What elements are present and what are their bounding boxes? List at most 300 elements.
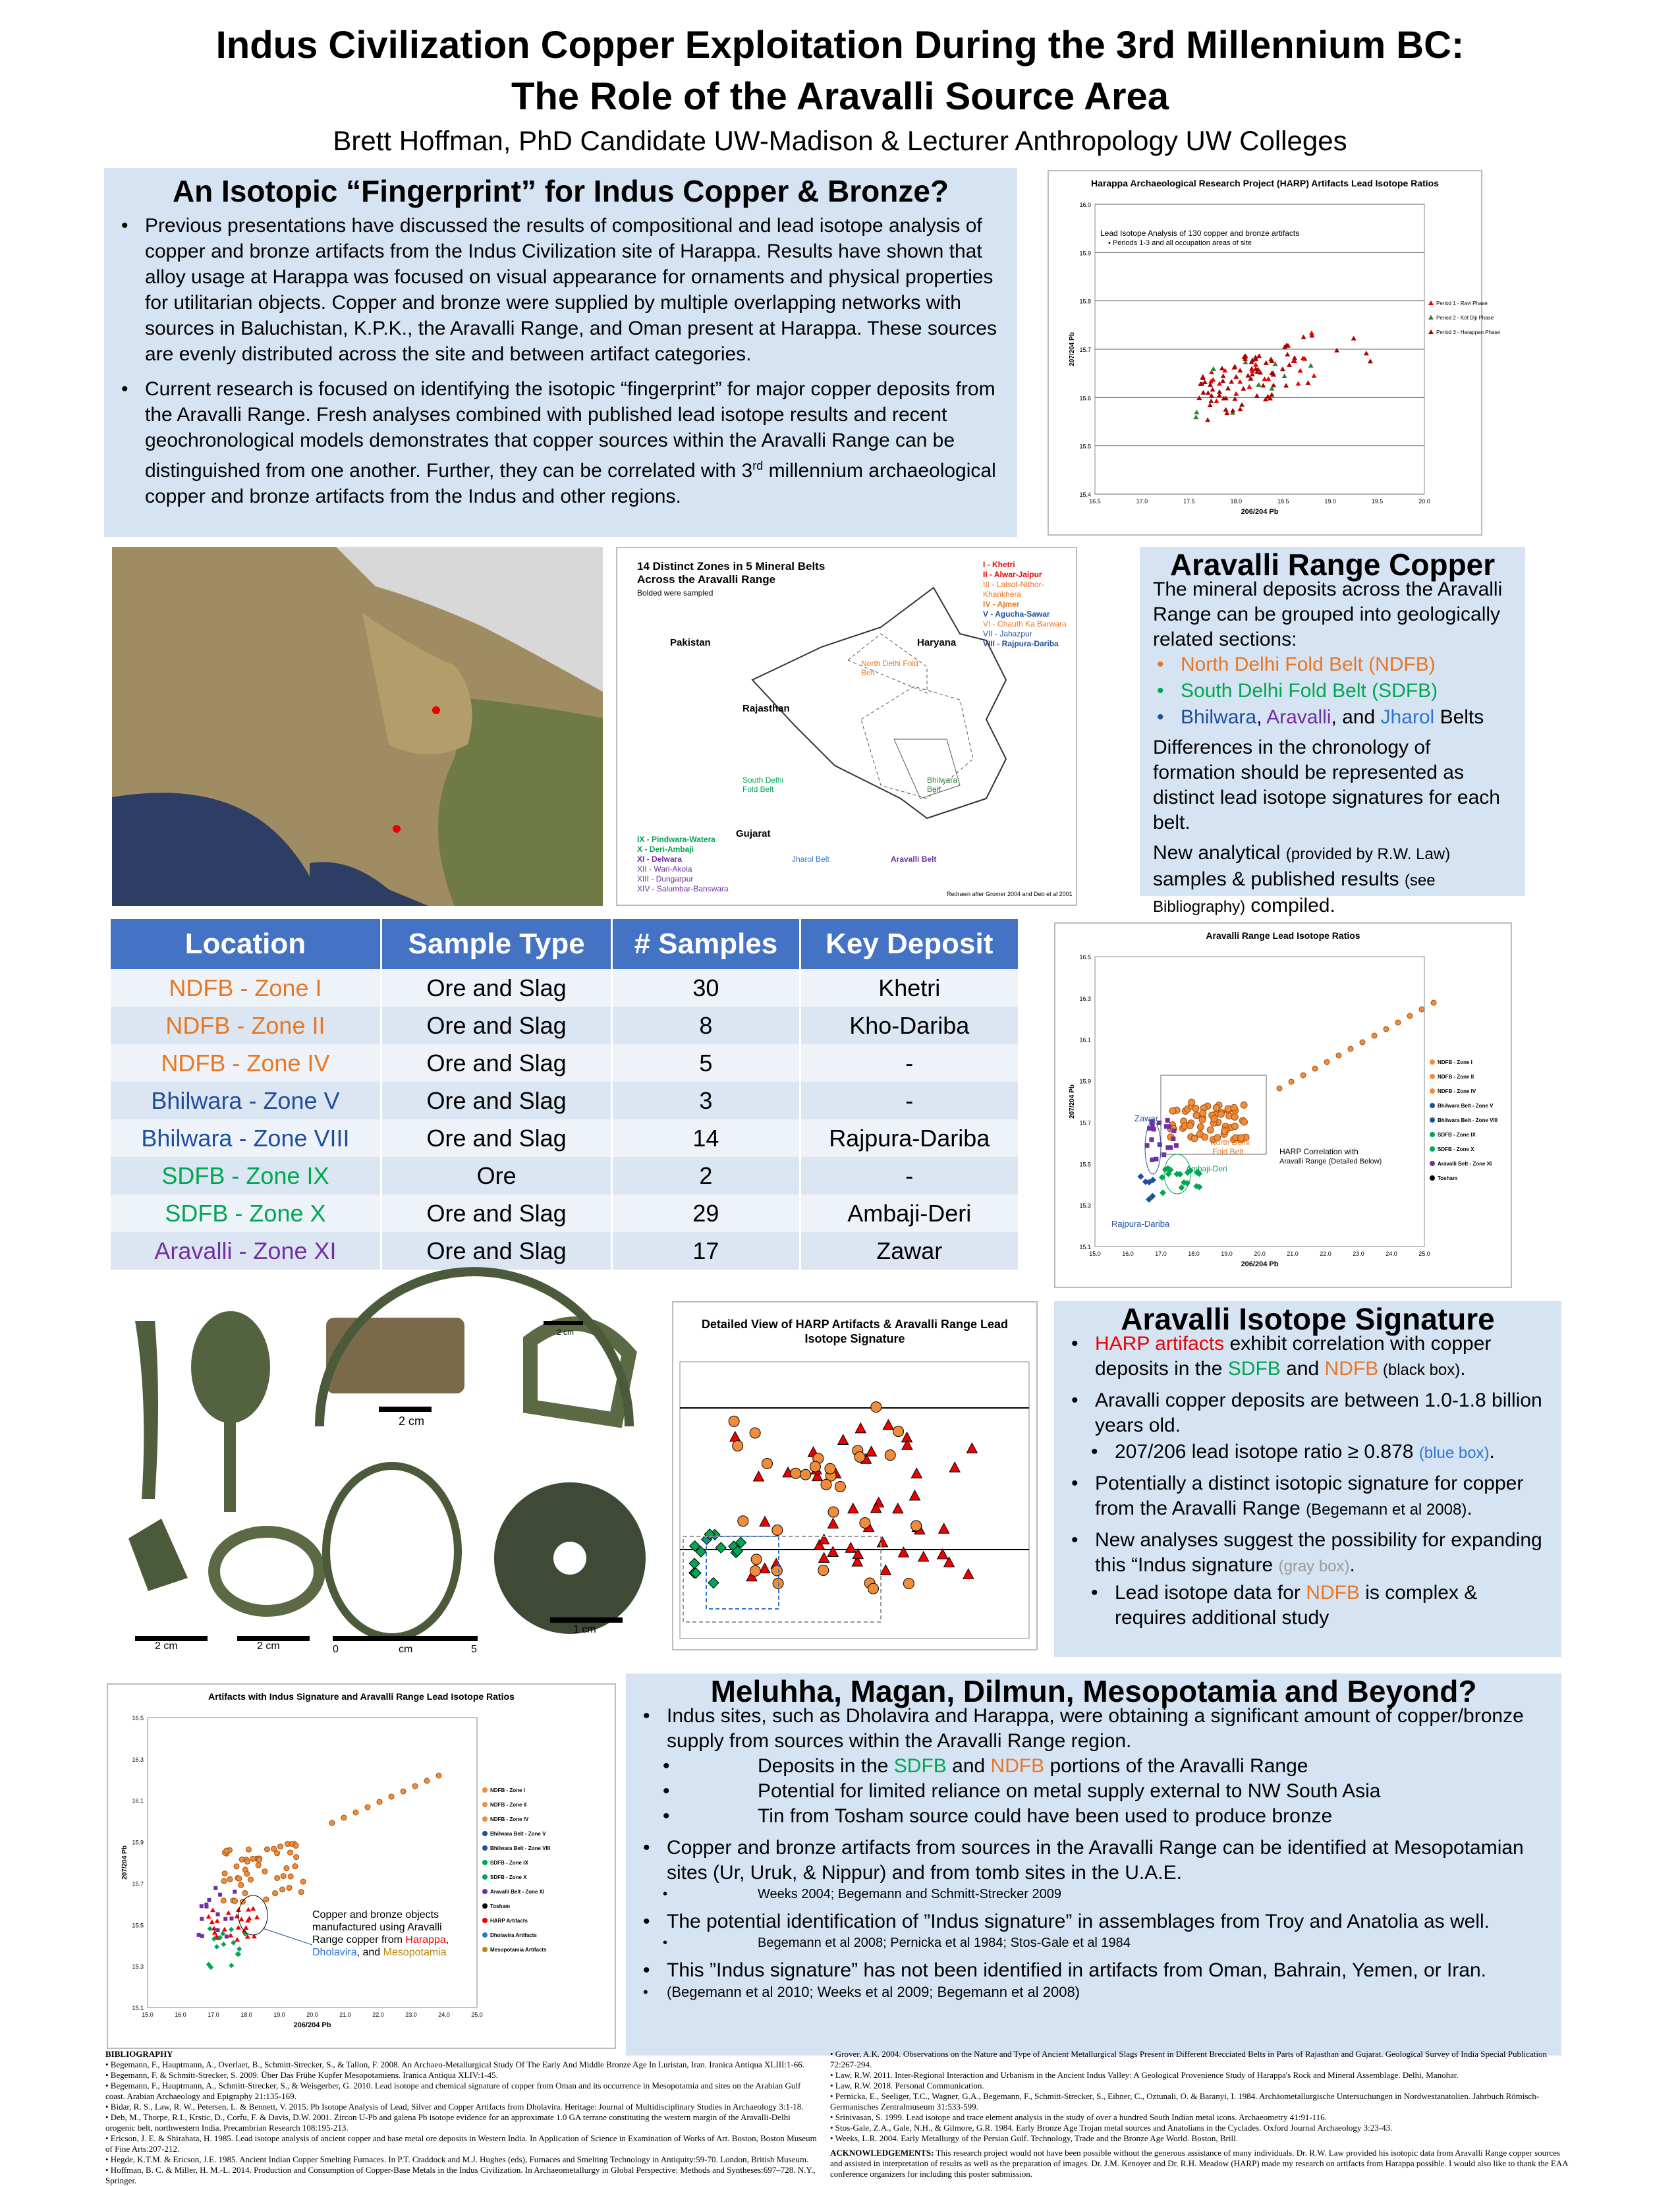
data-point [821,1479,831,1490]
signature-sub-1: • 207/206 lead isotope ratio ≥ 0.878 (blue box). [1067,1440,1548,1466]
data-point [1218,1111,1224,1117]
data-point [1233,391,1239,396]
data-point [221,1898,226,1903]
data-point [246,1847,251,1852]
data-point [878,1537,888,1547]
data-point [1308,363,1314,368]
legend-marker [482,1816,488,1822]
data-point [760,1563,770,1573]
data-point [1171,1129,1176,1133]
data-point [871,1402,882,1413]
x-tick: 19.5 [1371,498,1384,505]
data-point [827,1546,838,1556]
zone-label: VII - Jahazpur [983,629,1032,638]
y-tick: 16.1 [132,1797,144,1805]
satellite-map [112,547,603,906]
legend-marker [482,1831,488,1836]
data-point [237,1946,242,1951]
data-point [214,1944,219,1949]
data-point [730,1432,741,1442]
y-tick: 15.5 [132,1922,144,1929]
table-cell: Ore and Slag [381,1007,611,1044]
meluhha-sub-1: • Deposits in the SDFB and NDFB portions of the Aravalli Range [639,1754,1548,1779]
data-point [1208,403,1213,407]
data-point [838,1434,849,1444]
data-point [226,1911,231,1915]
table-cell: Khetri [800,969,1019,1007]
data-point [238,1882,244,1888]
data-point [1208,399,1214,403]
data-point [1253,362,1258,367]
data-point [208,1926,213,1931]
table-cell: Ambaji-Deri [800,1194,1019,1232]
data-point [235,1937,240,1942]
table-cell: Ore and Slag [381,1082,611,1119]
legend-marker [482,1889,488,1894]
data-point [1194,410,1199,414]
bib-entry: • Pernicka, E., Seeliger, T.C., Wagner, G.A., Begemann, F., Schmitt-Strecker, S., Eibner, C., Oztunali, O. & Baranyi, I. 1984. Archäometallurgische Untersuchungen in Nordwestanatolien. Jahrbuch Römisch-Germanisches Zentralmuseum 31:533-599. [830,2091,1540,2112]
legend-label: NDFB - Zone IV [1438,1088,1476,1094]
author-line: Brett Hoffman, PhD Candidate UW-Madison & Lecturer Anthropology UW Colleges [333,125,1347,156]
x-tick: 22.0 [372,2011,384,2018]
data-point [227,1876,233,1882]
data-point [1174,1143,1179,1148]
table-cell: Rajpura-Dariba [800,1119,1019,1157]
x-tick: 16.0 [175,2011,186,2018]
data-point [1256,353,1262,358]
y-tick: 15.7 [132,1880,144,1888]
data-point [1232,397,1237,401]
data-point [760,1517,770,1527]
data-point [221,1878,227,1884]
title-line-2: The Role of the Aravalli Source Area [511,75,1169,118]
x-axis-label: 206/204 Pb [293,2021,331,2029]
table-cell: 14 [612,1119,800,1157]
data-point [298,1890,304,1895]
legend-marker [1428,300,1434,305]
data-point [200,1917,204,1921]
data-point [1206,390,1211,395]
data-point [939,1523,949,1533]
bibliography-left: BIBLIOGRAPHY • Begemann, F., Hauptmann, A., Overlaet, B., Schmitt-Strecker, S., & Tallon, F. 2008. An Archaeo-Metallurgical Study Of The Early And Middle Bronze Age In Luristan, Iran. Iranica Antiqua XLIII:1-66. • Begemann, F. & Schmitt-Strecker, S. 2009. Über Das Frühe Kupfer Mesopotamiens. Iranica Antiqua XLIV:1-45. • Begemann, F., Hauptmann, A., Schmitt-Strecker, S., & Weisgerber, G. 2010. Lead isotope and chemical signature of copper from Oman and its occurrence in Mesopotamia and sites on the Arabian Gulf coast. Arabian Archaeology and Epigraphy 21:135-169. • Bidar, R. S., Law, R. W., Petersen, L. & Bennett, V. 2015. Pb Isotope Analysis of Lead, Silver and Copper Artifacts from Dholavira. Heritage: Journal of Multidisciplinary Studies in Archaeology 3:1-18. • Deb, M., Thorpe, R.I., Krstic, D., Corfu, F. & Davis, D.W. 2001. Zircon U-Pb and galena Pb isotope evidence for an approximate 1.0 GA terrane constituting the western margin of the Aravalli-Delhi orogenic belt, northwestern India. Precambrian Research 108:195-213. • Ericson, J. E. & Shirahata, H. 1985. Lead isotope analysis of ancient copper and base metal ore deposits in Western India. In Application of Science in Examination of Works of Art. Boston, Boston Museum of Fine Arts:207-212. • Hegde, K.T.M. & Ericson, J.E. 1985. Ancient Indian Copper Smelting Furnaces. In P.T. Craddock and M.J. Hughes (eds), Furnaces and Smelting Technology in Antiquity:59-70. London, British Museum. • Hoffman, B. C. & Miller, H. M.-L. 2014. Production and Consumption of Copper-Base Metals in the Indus Civilization. In Archaeometallurgy in Global Perspective: Methods and Syntheses:697–728. N.Y., Springer. [105,2049,817,2185]
data-point [753,1471,764,1481]
y-tick: 15.1 [1079,1244,1091,1250]
bib-entry: • Grover, A.K. 2004. Observations on the Nature and Type of Ancient Metallurgical Slags Present in Different Brecciated Belts in Parts of Rajasthan and Gujarat. Geological Survey of India Special Publication 72:267-294. [830,2049,1547,2069]
legend-label: Period 3 - Harappan Phase [1436,329,1500,335]
bib-entry: • Deb, M., Thorpe, R.I., Krstic, D., Corfu, F. & Davis, D.W. 2001. Zircon U-Pb and galena Pb isotope evidence for an approximate 1.0 GA terrane constituting the western margin of the Aravalli-Delhi orogenic belt, northwestern India. Precambrian Research 108:195-213. [105,2112,791,2133]
data-point [1233,374,1239,379]
table-row [111,1232,1019,1270]
data-point [1295,381,1301,385]
bib-entry: • Ericson, J. E. & Shirahata, H. 1985. Lead isotope analysis of ancient copper and base metal ore deposits in Western India. In Application of Science in Examination of Works of Art. Boston, Boston Museum of Fine Arts:207-212. [105,2133,817,2154]
data-point [1221,374,1226,378]
data-point [1360,1040,1365,1045]
data-point [771,1565,782,1576]
data-point [1167,1145,1172,1150]
detail-chart-plot [673,1355,1036,1645]
data-point [239,1857,244,1862]
data-point [300,1879,306,1884]
table-row [111,1157,1019,1194]
y-tick: 15.8 [1079,298,1091,305]
data-point [1167,1125,1171,1129]
data-point [1351,336,1357,341]
data-point [1266,376,1271,381]
data-point [1334,348,1339,352]
table-cell: NDFB - Zone II [111,1007,381,1044]
bibliography-right: • Grover, A.K. 2004. Observations on the Nature and Type of Ancient Metallurgical Slags Present in Different Brecciated Belts in Parts of Rajasthan and Gujarat. Geological Survey of India Special Publication 72:267-294. • Law, R.W. 2011. Inter-Regional Interaction and Urbanism in the Ancient Indus Valley: A Geological Provenience Study of Harappa's Rock and Mineral Assemblage. Delhi, Manohar. • Law, R.W. 2018. Personal Communication. • Pernicka, E., Seeliger, T.C., Wagner, G.A., Begemann, F., Schmitt-Strecker, S., Eibner, C., Oztunali, O. & Baranyi, I. 1984. Archäometallurgische Untersuchungen in Nordwestanatolien. Jahrbuch Römisch-Germanisches Zentralmuseum 31:533-599. • Srinivasan, S. 1999. Lead isotope and trace element analysis in the study of over a hundred South Indian metal icons. Archaeometry 41:91-116. • Stos-Gale, Z.A., Gale, N.H., & Gilmore, G.R. 1984. Early Bronze Age Trojan metal sources and Anatolians in the Cyclades. Oxford Journal Archaeology 3:23-43. • Weeks, L.R. 2004. Early Metallurgy of the Persian Gulf. Technology, Trade and the Bronze Age World. Boston, Brill. ACKNOWLEDGEMENTS: This research project would not have been possible without the generous assistance of many individuals. Dr. R.W. Law provided his isotopic data from Aravalli Range copper sources and assisted in interpretation of results as well as the preparation of images. Dr. J.M. Kenoyer and Dr. R.H. Meadow (HARP) made my research on artifacts from Harappa possible. I would also like to thank the EAA conference organizers for including this poster submission. [830,2049,1575,2171]
y-tick: 15.5 [1079,1161,1091,1168]
table-cell: Kho-Dariba [800,1007,1019,1044]
meluhha-bullet-1: • Indus sites, such as Dholavira and Harappa, were obtaining a significant amount of copper/bronze supply from sources within the Aravalli Range region. [639,1704,1548,1754]
zone-label: IX - Pindwara-Watera [637,835,715,844]
meluhha-sub-3: • Tin from Tosham source could have been used to produce bronze [639,1804,1548,1829]
zone-label: X - Deri-Ambaji [637,845,694,854]
x-tick: 18.0 [1230,498,1243,505]
x-tick: 15.0 [142,2011,154,2018]
data-point [898,1547,909,1557]
x-tick: 24.0 [438,2011,450,2018]
table-row [111,1082,1019,1119]
table-cell: Ore and Slag [381,1194,611,1232]
data-point [1192,1105,1199,1111]
legend-label: Bhilwara Belt - Zone V [1438,1103,1494,1109]
data-point [436,1773,441,1778]
table-header: # Samples [612,919,800,969]
data-point [883,1420,893,1430]
harp-note: • Periods 1-3 and all occupation areas of site [1108,239,1252,247]
data-point [287,1885,292,1890]
table-cell: 29 [612,1194,800,1232]
isotopic-panel [104,168,1017,537]
data-point [818,1565,829,1575]
table-cell: Ore and Slag [381,1044,611,1082]
data-point [1292,355,1297,360]
meluhha-ref-3: • Begemann et al 2008; Pernicka et al 1984; Stos-Gale et al 1984 [639,1934,1548,1951]
indus-chart-title: Artifacts with Indus Signature and Aravalli Range Lead Isotope Ratios [208,1691,515,1702]
data-point [1191,1135,1198,1142]
signature-bullet-4: • New analyses suggest the possibility for expanding this “Indus signature (gray box). [1067,1528,1548,1579]
table-cell: Ore and Slag [381,1232,611,1270]
data-point [1282,374,1287,378]
data-point [1241,386,1246,391]
data-point [828,1507,839,1517]
meluhha-ref-2: • Weeks 2004; Begemann and Schmitt-Strecker 2009 [639,1886,1548,1903]
data-point [213,1886,217,1890]
data-point [1189,1099,1195,1106]
data-point [1237,406,1243,411]
table-row [111,1119,1019,1157]
bib-entry: • Hegde, K.T.M. & Ericson, J.E. 1985. Ancient Indian Copper Smelting Furnaces. In P.T. Craddock and M.J. Hughes (eds), Furnaces and Smelting Technology in Antiquity:59-70. London, British Museum. [105,2154,809,2164]
bib-entry: • Law, R.W. 2018. Personal Communication. [830,2081,984,2090]
copper-sdfb: • South Delhi Fold Belt (SDFB) [1153,679,1512,704]
x-tick: 17.0 [1155,1250,1167,1257]
x-tick: 18.5 [1277,498,1289,505]
x-tick: 17.5 [1183,498,1195,505]
data-point [938,1549,948,1559]
data-point [229,1927,234,1932]
legend-label: Bhilwara Belt - Zone VIII [1438,1117,1498,1123]
legend-label: Dholavira Artifacts [490,1932,537,1938]
data-point [1220,378,1225,383]
table-header: Sample Type [381,919,611,969]
data-point [835,1481,845,1492]
y-tick: 16.5 [132,1715,144,1722]
x-tick: 18.0 [1188,1250,1200,1257]
data-point [250,1856,256,1861]
data-point [866,1446,877,1456]
x-tick: 16.0 [1122,1250,1134,1257]
data-point [1241,1119,1248,1125]
data-point [206,1914,211,1919]
data-point [903,1579,914,1589]
data-point [293,1864,298,1869]
data-point [248,1877,253,1882]
data-point [1309,331,1314,335]
table-cell: Ore [381,1157,611,1194]
data-point [238,1917,244,1921]
table-row [111,1044,1019,1082]
legend-marker [482,1860,488,1865]
data-point [1419,1007,1424,1012]
data-point [819,1553,829,1563]
bib-entry: • Begemann, F., Hauptmann, A., Overlaet, B., Schmitt-Strecker, S., & Tallon, F. 2008. An Archaeo-Metallurgical Study Of The Early And Middle Bronze Age In Luristan, Iran. Iranica Antiqua XLIII:1-66. [105,2060,805,2069]
data-point [224,1848,229,1853]
bib-entry: • Hoffman, B. C. & Miller, H. M.-L. 2014. Production and Consumption of Copper-Base Metals in the Indus Civilization. In Archaeometallurgy in Global Perspective: Methods and Syntheses:697–728. N.Y., Springer. [105,2165,816,2185]
aravalli-chart-title: Aravalli Range Lead Isotope Ratios [1206,930,1360,941]
data-point [738,1516,748,1527]
data-point [1199,1117,1206,1123]
data-point [216,1913,220,1917]
data-point [885,1450,895,1461]
data-point [1197,1123,1204,1130]
data-point [1162,1152,1166,1157]
meluhha-bullet-2: • Copper and bronze artifacts from sources in the Aravalli Range can be identified at Mesopotamian sites (Ur, Uruk, & Nippur) and from tomb sites in the U.A.E. [639,1836,1548,1886]
y-tick: 16.3 [132,1756,144,1763]
data-point [827,1519,838,1528]
x-tick: 21.0 [1287,1250,1299,1257]
data-point [197,1933,201,1937]
data-point [233,1890,237,1893]
data-point [1205,418,1210,422]
zone-label: VIII - Rajpura-Dariba [983,639,1059,648]
data-point [1254,393,1260,398]
legend-label: NDFB - Zone II [490,1802,527,1808]
data-point [256,1863,261,1868]
data-point [1214,399,1219,403]
data-point [848,1503,858,1513]
indus-chart [107,1683,616,2049]
copper-chronology: Differences in the chronology of formation should be represented as distinct lead isotope signatures for each belt. [1153,737,1500,833]
data-point [1160,1189,1166,1196]
table-cell: 8 [612,1007,800,1044]
bib-entry: • Begemann, F. & Schmitt-Strecker, S. 2009. Über Das Frühe Kupfer Mesopotamiens. Iranica Antiqua XLIV:1-45. [105,2070,498,2080]
signature-bullet-3: • Potentially a distinct isotopic signature for copper from the Aravalli Range (Begemann et al 2008). [1067,1471,1548,1523]
harp-ellipse [238,1895,267,1935]
data-point [1312,1066,1318,1071]
aravalli-chart [1054,922,1512,1288]
data-point [1211,366,1216,371]
bib-entry: • Law, R.W. 2011. Inter-Regional Interaction and Urbanism in the Ancient Indus Valley: A Geological Provenience Study of Harappa's Rock and Mineral Assemblage. Delhi, Manohar. [830,2070,1459,2080]
data-point [1384,1026,1389,1032]
ann-ambaji: Ambaji-Deri [1186,1164,1227,1173]
legend-label: Mesopotamia Artifacts [490,1947,547,1953]
signature-bullet-1: • HARP artifacts exhibit correlation with copper deposits in the SDFB and NDFB (black box). [1067,1331,1548,1383]
table-cell: SDFB - Zone X [111,1194,381,1232]
table-cell: 17 [612,1232,800,1270]
table-row [111,1194,1019,1232]
legend-label: Tosham [1438,1175,1458,1181]
data-point [204,1903,208,1907]
data-point [207,1898,211,1902]
data-point [389,1794,394,1799]
table-cell: NDFB - Zone IV [111,1044,381,1082]
data-point [1368,358,1373,363]
zones-outline [617,548,1078,907]
data-point [1169,1107,1176,1114]
data-point [242,1890,248,1895]
zone-label: II - Alwar-Jaipur [983,570,1042,579]
data-point [353,1810,358,1815]
legend-marker [482,1903,488,1909]
data-point [228,1933,233,1938]
annotation-arrow [263,1928,312,1945]
data-point [1245,373,1250,378]
data-point [210,1907,215,1912]
legend-marker [1430,1103,1435,1108]
data-point [256,1857,262,1863]
x-tick: 19.0 [1324,498,1336,505]
data-point [1149,1137,1154,1142]
x-tick: 25.0 [471,2011,483,2018]
data-point [329,1820,335,1826]
data-point [1237,379,1243,383]
legend-label: SDFB - Zone IX [490,1860,528,1866]
signature-panel [1054,1301,1561,1657]
data-point [918,1552,929,1561]
detail-chart [672,1301,1038,1650]
zone-label: IV - Ajmer [983,600,1020,609]
y-tick: 15.7 [1079,347,1091,353]
ann-rajpura: Rajpura-Dariba [1111,1219,1170,1229]
table-row [111,969,1019,1007]
legend-marker [1430,1175,1435,1181]
x-tick: 21.0 [339,2011,351,2018]
copper-belts: • Bhilwara, Aravalli, and Jharol Belts [1153,705,1512,730]
copper-heading: Aravalli Range Copper [1169,547,1496,582]
data-point [222,1871,227,1876]
legend-marker [482,1787,488,1793]
title-line-1: Indus Civilization Copper Exploitation During the 3rd Millennium BC: [215,24,1465,67]
data-point [230,1917,234,1920]
x-tick: 25.0 [1418,1250,1430,1257]
legend-label: NDFB - Zone IV [490,1816,529,1822]
zone-label: V - Agucha-Sawar [983,609,1050,619]
table-cell: NDFB - Zone I [111,969,381,1007]
data-point [210,1919,215,1924]
data-point [1200,390,1206,395]
data-point [911,1468,922,1478]
data-point [1395,1020,1401,1025]
legend-marker [482,1918,488,1923]
legend-label: NDFB - Zone II [1438,1074,1474,1080]
ann-ndfb: North Delhi [1210,1138,1250,1147]
y-tick: 15.4 [1079,491,1091,498]
table-cell: - [800,1082,1019,1119]
table-cell: Ore and Slag [381,1119,611,1157]
table-cell: 3 [612,1082,800,1119]
zone-label: XII - Wari-Akola [637,864,692,874]
table-cell: Ore and Slag [381,969,611,1007]
data-point [215,1919,220,1923]
y-tick: 15.5 [1079,443,1091,450]
data-point [234,1864,239,1869]
bib-entry: • Begemann, F., Hauptmann, A., Schmitt-Strecker, S., & Weisgerber, G. 2010. Lead isotope and chemical signature of copper from Oman and its occurrence in Mesopotamia and sites on the Arabian Gulf coast. Arabian Archaeology and Epigraphy 21:135-169. [105,2081,801,2101]
y-tick: 16.5 [1079,954,1091,961]
legend-marker [1430,1146,1435,1152]
table-cell: Bhilwara - Zone V [111,1082,381,1119]
data-point [751,1554,762,1565]
table-cell: 5 [612,1044,800,1082]
y-tick: 15.3 [132,1963,144,1971]
y-tick: 16.1 [1079,1036,1091,1044]
legend-label: Aravalli Belt - Zone XI [1438,1161,1492,1167]
data-point [246,1907,251,1912]
data-point [244,1871,250,1876]
meluhha-bullet-3: • The potential identification of ”Indus signature” in assemblages from Troy and Anatolia as well. [639,1909,1548,1934]
x-tick: 16.5 [1089,498,1101,505]
legend-marker [1430,1117,1435,1123]
legend-label: Period 2 - Kot Diji Phase [1436,315,1494,321]
data-point [1225,1106,1231,1112]
data-point [1229,379,1234,383]
data-point [1268,356,1274,361]
isotopic-bullet-2: • Current research is focused on identifying the isotopic “fingerprint” for major copper deposits from the Aravalli Range. Fresh analyses combined with published lead isotope results and recent geochronological models demonstrates that copper sources within the Aravalli Range can be distinguished from one another. Further, they can be correlated with 3rd millennium archaeological copper and bronze artifacts from the Indus and other regions. [117,376,1004,509]
isotopic-heading: An Isotopic “Fingerprint” for Indus Copper & Bronze? [172,174,949,208]
table-header: Location [111,919,381,969]
data-point [377,1799,382,1805]
x-tick: 24.0 [1386,1250,1397,1257]
ann-ndfb: Fold Belt [1212,1147,1244,1156]
data-point [1171,1136,1175,1141]
data-point [880,1565,891,1575]
data-point [293,1843,298,1848]
data-point [810,1461,820,1472]
data-point [855,1423,866,1433]
data-point [365,1805,370,1810]
zone-label: VI - Chauth Ka Barwara [983,619,1067,629]
y-tick: 16.3 [1079,995,1091,1002]
table-header: Key Deposit [800,919,1019,969]
legend-marker [482,1874,488,1880]
y-tick: 15.9 [1079,250,1091,257]
data-point [200,1904,204,1908]
data-point [341,1815,347,1820]
data-point [401,1789,406,1794]
harp-chart-plot [1049,191,1500,534]
y-tick: 15.1 [132,2005,144,2011]
data-point [1264,360,1269,365]
data-point [1231,1113,1238,1120]
artifact-photos: 2 cm 2 cm 2 cm 2 cm 0 cm 5 1 cm [109,1301,656,1654]
data-point [1239,402,1245,406]
bib-entry: • Weeks, L.R. 2004. Early Metallurgy of the Persian Gulf. Technology, Trade and the Bronze Age World. Boston, Brill. [830,2133,1238,2143]
data-point [1301,335,1306,339]
signature-bullet-2: • Aravalli copper deposits are between 1.0-1.8 billion years old. [1067,1388,1548,1438]
data-point [245,1859,250,1864]
data-point [1246,384,1252,389]
data-point [281,1874,286,1879]
